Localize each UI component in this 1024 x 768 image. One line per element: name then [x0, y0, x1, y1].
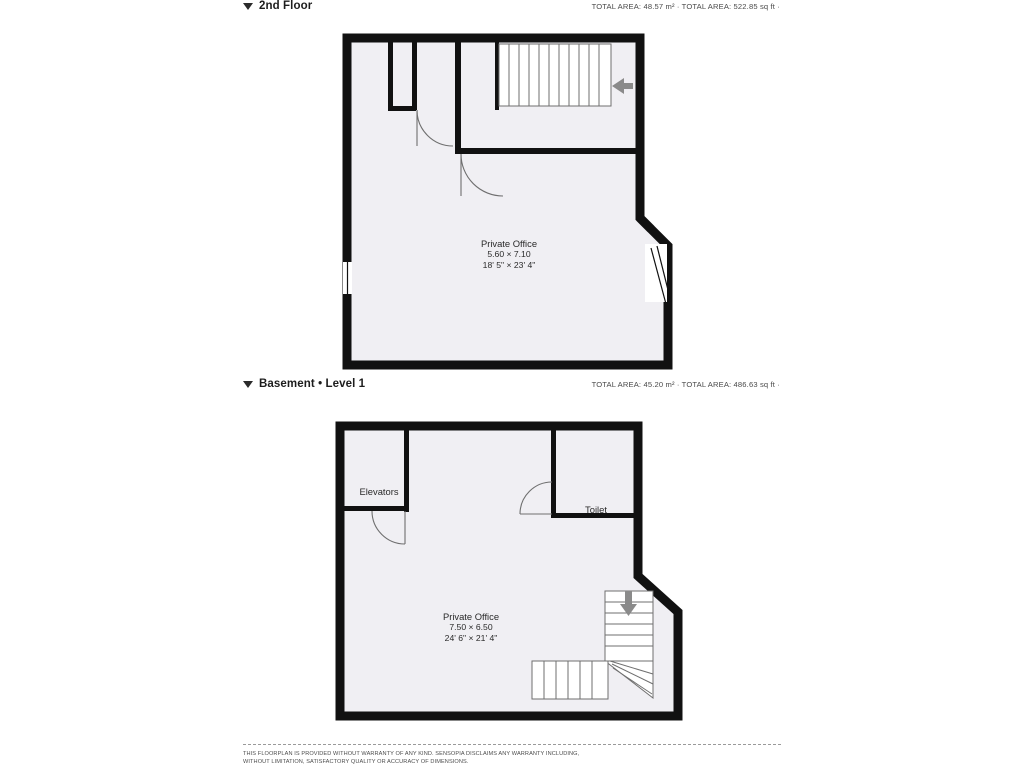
floorplan-svg-2nd-floor	[0, 22, 1024, 372]
floor-title-toggle-2nd-floor[interactable]	[243, 0, 312, 12]
interior-wall-2	[388, 106, 416, 111]
room-name: Toilet	[585, 504, 607, 515]
floor-header-2nd-floor	[0, 0, 1024, 16]
floor-area-summary: TOTAL AREA: 48.57 m² · TOTAL AREA: 522.85 sq ft ·	[591, 2, 780, 11]
stair-side-wall	[495, 42, 499, 110]
disclaimer-line-2: WITHOUT LIMITATION, SATISFACTORY QUALITY OR ACCURACY OF DIMENSIONS.	[243, 759, 469, 766]
interior-wall-toilet-left	[551, 430, 556, 518]
floorplan-basement	[0, 406, 1024, 736]
floor-header-basement	[0, 378, 1024, 394]
interior-wall-3	[412, 42, 417, 110]
interior-wall-4	[455, 42, 461, 154]
floorplan-2nd-floor	[0, 22, 1024, 372]
interior-wall-5	[455, 148, 640, 154]
room-dimension-imperial: 18' 5" × 23' 4"	[482, 259, 536, 270]
disclaimer-text	[243, 750, 803, 766]
staircase-2nd-floor	[499, 44, 611, 106]
interior-wall-elevators-bottom	[344, 506, 409, 511]
room-dimension-metric: 5.60 × 7.10	[487, 249, 531, 260]
room-name: Private Office	[442, 611, 500, 622]
footer-divider	[243, 744, 781, 745]
floorplan-svg-basement	[0, 406, 1024, 736]
disclaimer-line-1: THIS FLOORPLAN IS PROVIDED WITHOUT WARRANTY OF ANY KIND. SENSOPIA DISCLAIMS ANY WARRANTY INCLUDING,	[243, 751, 580, 757]
floor-area-summary: TOTAL AREA: 45.20 m² · TOTAL AREA: 486.63 sq ft ·	[591, 380, 780, 389]
floor-title-label: 2nd Floor	[259, 0, 313, 12]
room-dimension-metric: 7.50 × 6.50	[449, 622, 493, 633]
window-left	[343, 262, 352, 294]
room-name: Elevators	[359, 486, 399, 497]
chevron-down-icon	[243, 381, 253, 388]
interior-wall-toilet-bottom	[551, 513, 639, 518]
interior-wall-1	[388, 42, 393, 110]
room-dimension-imperial: 24' 6" × 21' 4"	[444, 632, 498, 643]
floor-title-label: Basement • Level 1	[259, 378, 366, 390]
chevron-down-icon	[243, 3, 253, 10]
interior-wall-elevators-right	[404, 430, 409, 512]
floor-title-toggle-basement[interactable]	[243, 378, 365, 390]
room-name: Private Office	[480, 238, 538, 249]
